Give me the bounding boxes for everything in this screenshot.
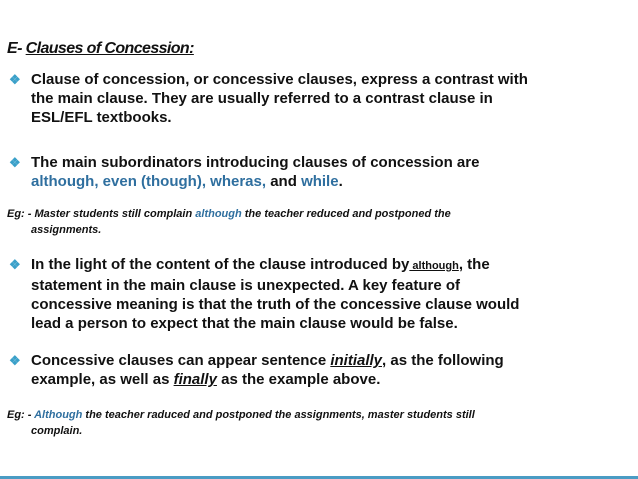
- bullet-text: [31, 351, 631, 389]
- example-keyword: although: [195, 208, 242, 220]
- keyword-although: although: [409, 260, 459, 272]
- bullet-segment: Concessive clauses can appear sentence: [31, 352, 331, 369]
- example-line: complain.: [31, 425, 83, 437]
- bullet-segment: as the example above.: [216, 371, 381, 388]
- bullet-line: [31, 370, 631, 389]
- bullet-text: [31, 153, 631, 191]
- bullet-line: [31, 255, 631, 276]
- bullet-line: the main clause. They are usually referred to a contrast clause in: [31, 90, 493, 107]
- title-prefix: E-: [7, 40, 26, 57]
- bullet-text: [31, 255, 631, 333]
- bullet-line: The main subordinators introducing clauses of concession are: [31, 154, 480, 171]
- bullet-line: lead a person to expect that the main clause would be false.: [31, 315, 458, 332]
- example-1: [7, 206, 627, 238]
- example-keyword: Although: [34, 409, 83, 421]
- bullet-line: [31, 351, 631, 370]
- diamond-bullet-icon: ❖: [9, 353, 21, 368]
- bullet-line: Clause of concession, or concessive clauses, express a contrast with: [31, 71, 528, 88]
- bullet-segment: , as the following: [382, 352, 504, 369]
- diamond-bullet-icon: ❖: [9, 257, 21, 272]
- keyword-finally: finally: [173, 371, 217, 388]
- bullet-segment: example, as well as: [31, 371, 174, 388]
- bullet-line: statement in the main clause is unexpected. A key feature of: [31, 277, 461, 294]
- diamond-bullet-icon: ❖: [9, 155, 21, 170]
- subordinator-even-though: even (though),: [102, 173, 206, 190]
- subordinator-wheras: wheras,: [210, 173, 267, 190]
- slide-title: [7, 40, 194, 58]
- diamond-bullet-icon: ❖: [9, 72, 21, 87]
- subordinator-while: while: [301, 173, 339, 190]
- example-prefix: Eg: - Master students still complain: [7, 208, 196, 220]
- subordinator-although: although,: [31, 173, 99, 190]
- example-rest: the teacher raduced and postponed the assignments, master students still: [82, 409, 475, 421]
- title-main: Clauses of Concession:: [25, 40, 194, 57]
- bullet-line: ESL/EFL textbooks.: [31, 109, 172, 126]
- bullet-line: [31, 172, 631, 191]
- example-rest: the teacher reduced and postponed the: [241, 208, 451, 220]
- conjunction: and: [270, 173, 297, 190]
- keyword-initially: initially: [330, 352, 383, 369]
- bullet-segment: , the: [458, 256, 490, 273]
- example-2: [7, 407, 627, 439]
- example-prefix: Eg: -: [7, 409, 35, 421]
- bullet-line: concessive meaning is that the truth of the concessive clause would: [31, 296, 520, 313]
- example-line: assignments.: [31, 224, 102, 236]
- bullet-segment: In the light of the content of the clause introduced by: [31, 256, 410, 273]
- bullet-text: [31, 70, 631, 127]
- period: .: [338, 173, 343, 190]
